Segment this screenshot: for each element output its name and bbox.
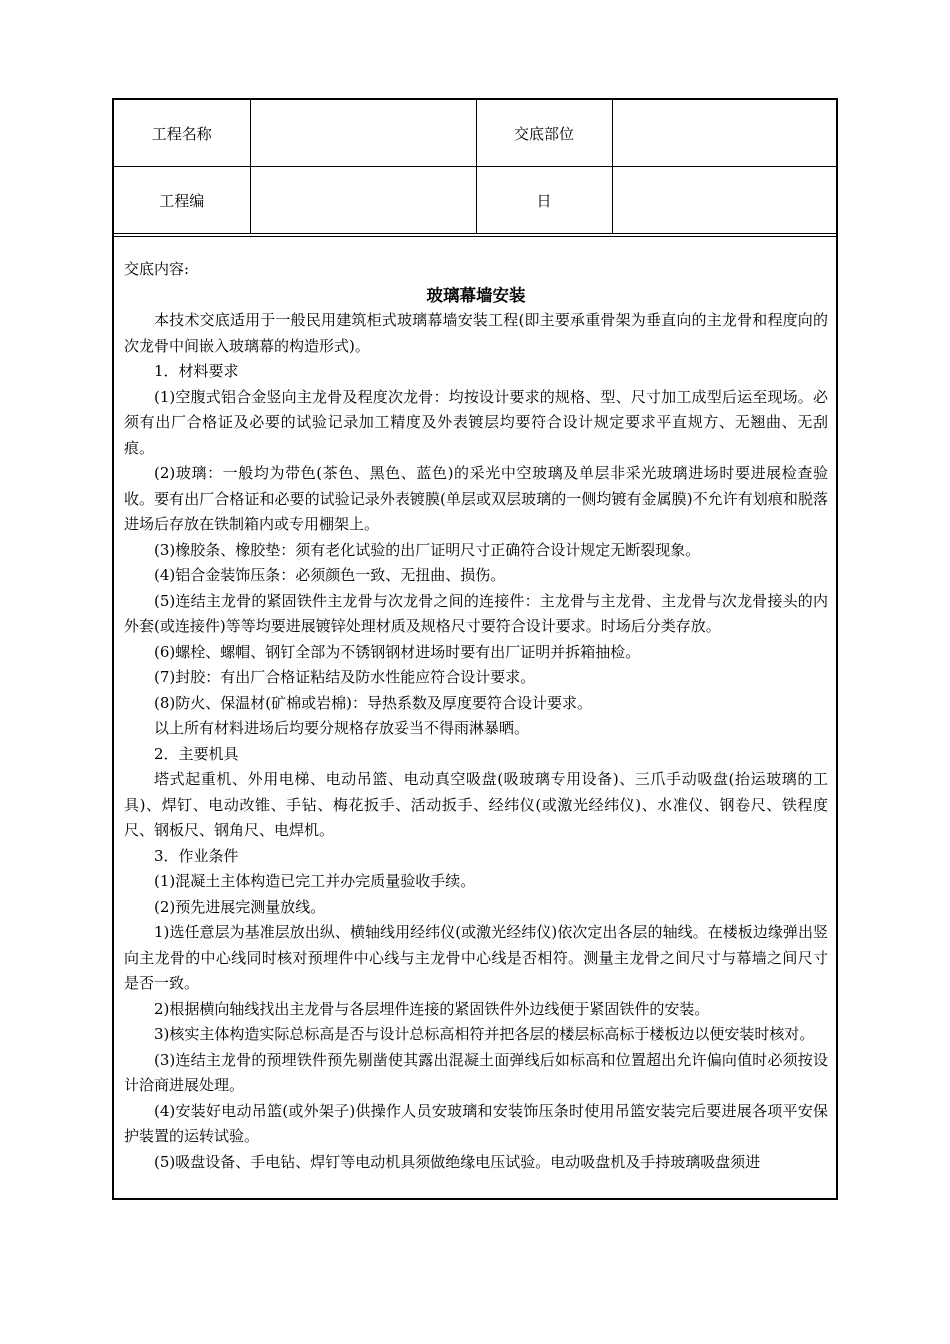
content-paragraph: (1)空腹式铝合金竖向主龙骨及程度次龙骨：均按设计要求的规格、型、尺寸加工成型后运至现场。必须有出厂合格证及必要的试验记录加工精度及外表镀层均要符合设计规定要求平直规方、无翘曲、无刮痕。 (124, 387, 828, 457)
document-title: 玻璃幕墙安装 (426, 285, 526, 305)
date-label: 日 (476, 167, 612, 234)
disclosure-form (112, 98, 838, 1200)
content-paragraph: (1)混凝土主体构造已完工并办完质量验收手续。 (154, 872, 476, 890)
content-paragraph: (3)橡胶条、橡胶垫：须有老化试验的出厂证明尺寸正确符合设计规定无断裂现象。 (154, 540, 701, 559)
content-paragraph: (5)吸盘设备、手电钻、焊钉等电动机具须做绝缘电压试验。电动吸盘机及手持玻璃吸盘须进 (154, 1152, 761, 1171)
content-paragraph: 塔式起重机、外用电梯、电动吊篮、电动真空吸盘(吸玻璃专用设备)、三爪手动吸盘(抬运玻璃的工具)、焊钉、电动改锥、手钻、梅花扳手、活动扳手、经纬仪(或激光经纬仪)、水准仪、钢卷尺、铁程度尺、钢板尺、钢角尺、电焊机。 (124, 770, 828, 839)
content-paragraph: (5)连结主龙骨的紧固铁件主龙骨与次龙骨之间的连接件：主龙骨与主龙骨、主龙骨与次龙骨接头的内外套(或连接件)等等均要进展镀锌处理材质及规格尺寸要符合设计要求。时场后分类存放。 (124, 591, 828, 635)
project-number-label: 工程编 (114, 167, 250, 234)
form-header-table (114, 100, 836, 234)
disclosure-part-value (612, 100, 836, 167)
content-paragraph: 3)核实主体构造实际总标高是否与设计总标高相符并把各层的楼层标高标于楼板边以便安装时核对。 (154, 1025, 815, 1043)
content-paragraph: 2)根据横向轴线找出主龙骨与各层埋件连接的紧固铁件外边线便于紧固铁件的安装。 (154, 999, 710, 1018)
content-paragraph: 3．作业条件 (154, 846, 239, 865)
header-row-1 (114, 100, 836, 167)
content-paragraphs (124, 308, 828, 1175)
content-paragraph: (4)铝合金装饰压条：必须颜色一致、无扭曲、损伤。 (154, 566, 506, 584)
content-paragraph: 2．主要机具 (154, 744, 239, 763)
disclosure-content (114, 236, 836, 1198)
content-paragraph: (2)预先进展完测量放线。 (154, 897, 326, 916)
content-paragraph: (2)玻璃：一般均为带色(茶色、黑色、蓝色)的采光中空玻璃及单层非采光玻璃进场时要进展检查验收。要有出厂合格证和必要的试验记录外表镀膜(单层或双层玻璃的一侧均镀有金属膜)不允许有划痕和脱落进场后存放在铁制箱内或专用棚架上。 (124, 464, 828, 533)
content-paragraph: 以上所有材料进场后均要分规格存放妥当不得雨淋暴晒。 (154, 719, 530, 737)
content-paragraph: (6)螺栓、螺帽、钢钉全部为不锈钢钢材进场时要有出厂证明并拆箱抽检。 (154, 642, 641, 661)
project-name-label: 工程名称 (114, 100, 250, 167)
content-paragraph: (4)安装好电动吊篮(或外架子)供操作人员安玻璃和安装饰压条时使用吊篮安装完后要进展各项平安保护装置的运转试验。 (124, 1101, 828, 1145)
content-paragraph: (3)连结主龙骨的预埋铁件预先剔凿使其露出混凝土面弹线后如标高和位置超出允许偏向值时必须按设计洽商进展处理。 (124, 1050, 828, 1094)
disclosure-part-label: 交底部位 (476, 100, 612, 167)
project-name-value (250, 100, 476, 167)
date-value (612, 167, 836, 234)
project-number-value (250, 167, 476, 234)
content-paragraph: (8)防火、保温材(矿棉或岩棉)：导热系数及厚度要符合设计要求。 (154, 693, 592, 712)
content-paragraph: (7)封胶：有出厂合格证粘结及防水性能应符合设计要求。 (154, 668, 536, 686)
header-row-2 (114, 167, 836, 234)
content-paragraph: 1．材料要求 (154, 362, 239, 380)
content-paragraph: 1)选任意层为基准层放出纵、横轴线用经纬仪(或激光经纬仪)依次定出各层的轴线。在楼板边缘弹出竖向主龙骨的中心线同时核对预埋件中心线与主龙骨中心线是否相符。测量主龙骨之间尺寸与幕墙之间尺寸是否一致。 (124, 923, 828, 992)
content-paragraph: 本技术交底适用于一般民用建筑柜式玻璃幕墙安装工程(即主要承重骨架为垂直向的主龙骨和程度向的次龙骨中间嵌入玻璃幕的构造形式)。 (124, 311, 828, 355)
content-label: 交底内容: (124, 260, 190, 278)
